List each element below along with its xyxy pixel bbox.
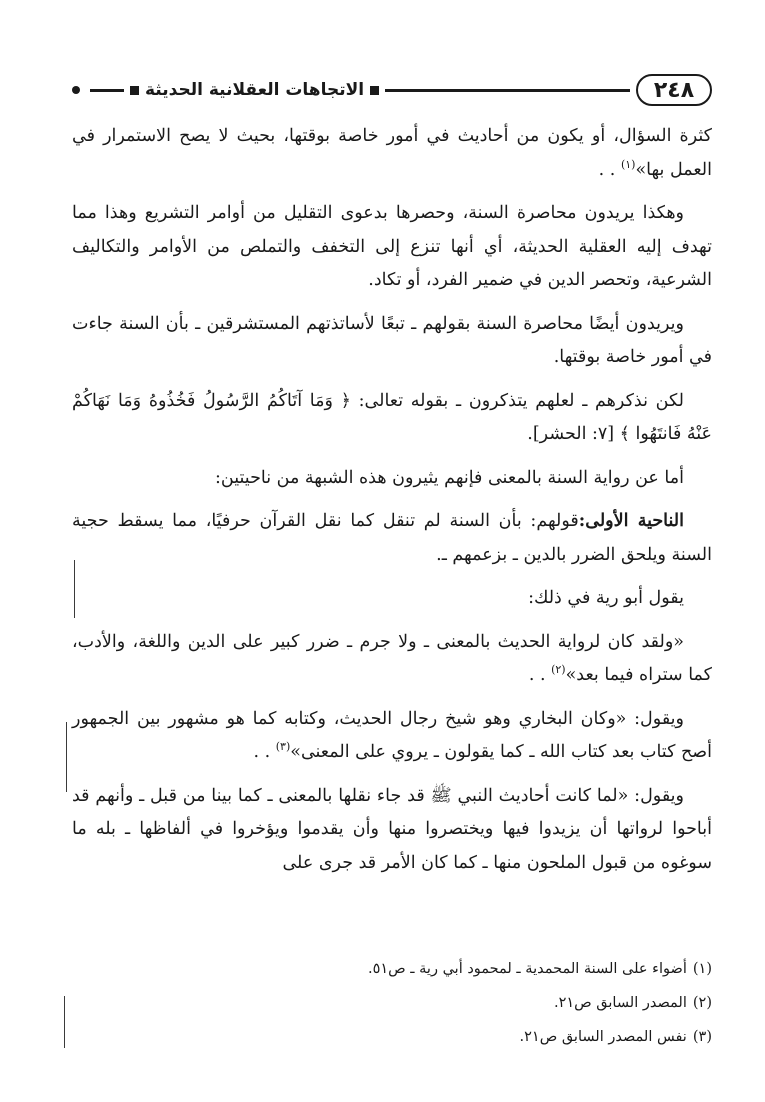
section-label: الناحية الأولى: <box>578 511 684 531</box>
paragraph: الناحية الأولى:قولهم: بأن السنة لم تنقل كما نقل القرآن حرفيًا، مما يسقط حجية السنة ويلحق الضرر بالدين ـ بزعمهم ـ. <box>72 511 712 565</box>
footnote: (٣)نفس المصدر السابق ص٢١. <box>519 1029 712 1045</box>
paragraph: ويقول: «لما كانت أحاديث النبي ﷺ قد جاء نقلها بالمعنى ـ كما بينا من قبل ـ وأنهم قد أباحوا لرواتها أن يزيدوا فيها ويختصروا منها وأن يقدموا ويؤخروا في ألفاظها ـ بله ما سوغوه من قبول الملحون منها ـ كما كان الأمر قد جرى على <box>72 785 712 873</box>
header-square-ornament <box>370 86 379 95</box>
footnote: (١)أضواء على السنة المحمدية ـ لمحمود أبي رية ـ ص٥١. <box>367 961 712 977</box>
footnote-number: (١) <box>692 961 712 977</box>
paragraph: وهكذا يريدون محاصرة السنة، وحصرها بدعوى التقليل من أوامر التشريع وهذا مما تهدف إليه العقلية الحديثة، أي أنها تنزع إلى التخفف والتملص من الأوامر والتكاليف الشرعية، وتحصر الدين في ضمير الفرد، أو تكاد. <box>72 203 712 290</box>
header-square-ornament <box>130 86 139 95</box>
footnote-ref: (٣) <box>275 740 291 754</box>
paragraph: لكن نذكرهم ـ لعلهم يتذكرون ـ بقوله تعالى: ﴿ وَمَا آتَاكُمُ الرَّسُولُ فَخُذُوهُ وَمَا نَهَاكُمْ عَنْهُ فَانتَهُوا ﴾ [٧: الحشر]. <box>72 390 712 444</box>
paragraph: كثرة السؤال، أو يكون من أحاديث في أمور خاصة بوقتها، بحيث لا يصح الاستمرار في العمل بها»$^{(١)}$ . . <box>72 126 712 180</box>
paragraph: ويقول: «وكان البخاري وهو شيخ رجال الحديث، وكتابه كما هو مشهور بين الجمهور أصح كتاب بعد كتاب الله ـ كما يقولون ـ يروي على المعنى»$^{(٣)}$ . . <box>72 708 712 762</box>
footnotes <box>72 952 712 1054</box>
header-rule-long <box>385 89 630 92</box>
header-dot-ornament <box>72 86 80 94</box>
scan-margin-mark <box>74 560 75 618</box>
footnote-number: (٣) <box>692 1029 712 1045</box>
paragraph: يقول أبو رية في ذلك: <box>528 588 684 608</box>
header-rule-short <box>90 89 124 92</box>
scan-margin-mark <box>64 996 65 1048</box>
footnote-ref: (٢) <box>551 663 566 677</box>
page-number: ٢٤٨ <box>636 74 712 106</box>
body-text <box>72 120 712 890</box>
footnote-number: (٢) <box>692 995 712 1011</box>
paragraph: أما عن رواية السنة بالمعنى فإنهم يثيرون هذه الشبهة من ناحيتين: <box>215 467 684 488</box>
paragraph: «ولقد كان لرواية الحديث بالمعنى ـ ولا جرم ـ ضرر كبير على الدين واللغة، والأدب، كما ستراه فيما بعد»$^{(٢)}$ . . <box>72 631 712 685</box>
footnote-ref: (١) <box>620 157 636 171</box>
running-header <box>72 72 712 108</box>
scan-margin-mark <box>66 722 67 792</box>
running-title: الاتجاهات العقلانية الحديثة <box>145 80 365 100</box>
paragraph: ويريدون أيضًا محاصرة السنة بقولهم ـ تبعًا لأساتذتهم المستشرقين ـ بأن السنة جاءت في أمور خاصة بوقتها. <box>72 313 712 367</box>
footnote: (٢)المصدر السابق ص٢١. <box>553 995 712 1011</box>
